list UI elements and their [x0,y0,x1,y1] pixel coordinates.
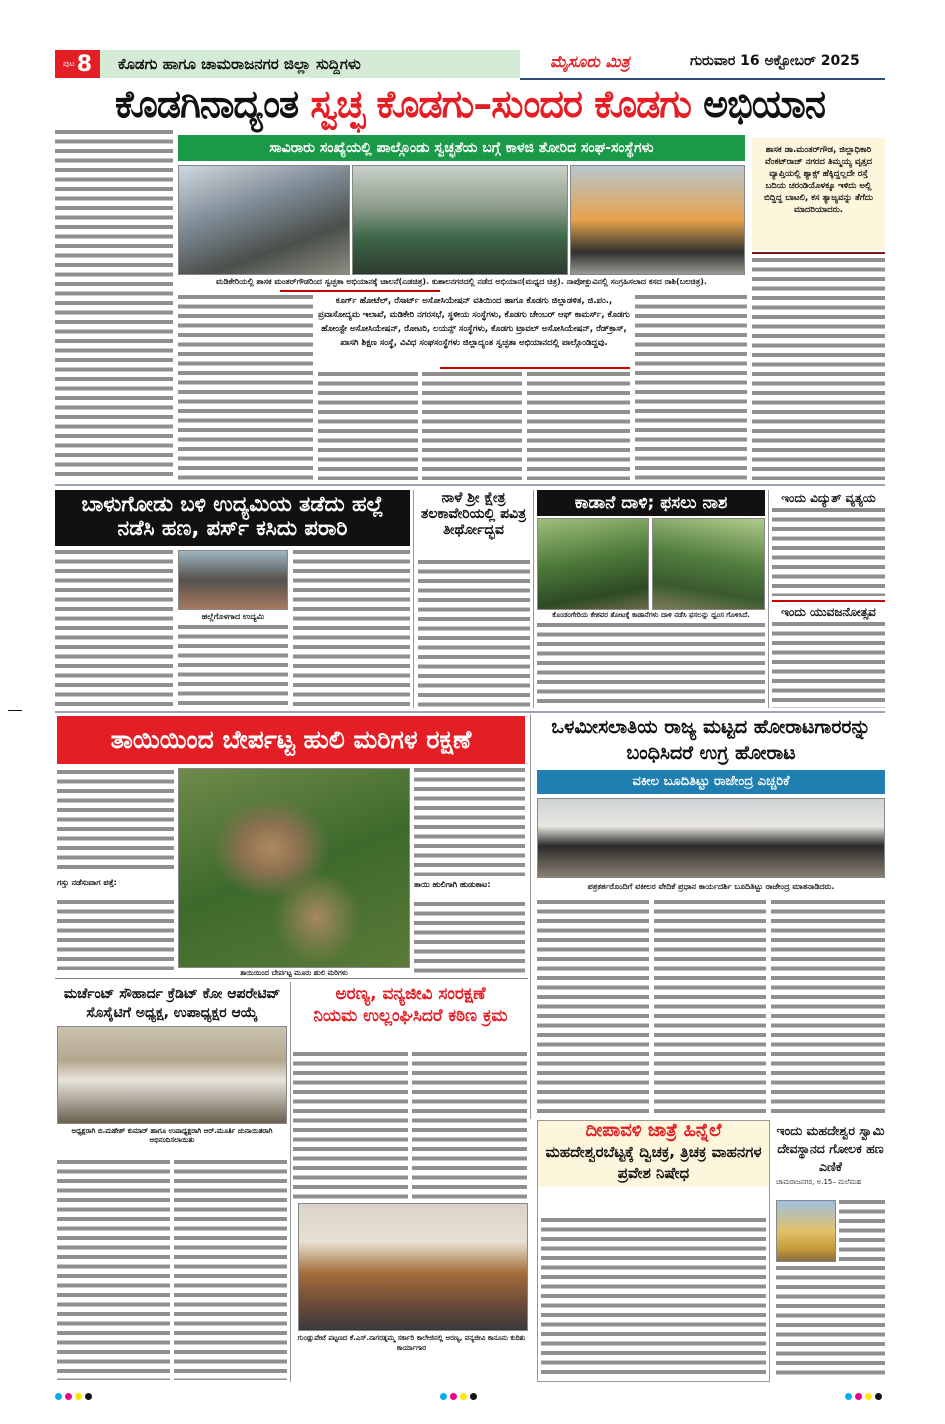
story6-body-2 [654,900,766,1118]
story6-body-1 [537,900,649,1118]
registration-marks-left [55,1385,95,1404]
story6-headline: ಒಳಮೀಸಲಾತಿಯ ರಾಜ್ಯ ಮಟ್ಟದ ಹೋರಾಟಗಾರರನ್ನು ಬಂಧಿಸಿದರೆ ಉಗ್ರ ಹೋರಾಟ [551,716,871,764]
story10-body-2 [776,1266,885,1380]
story8-headlines [293,985,528,1026]
story6-caption: ಪತ್ರಕರ್ತರೊಂದಿಗೆ ವಕೀಲರ ವೇದಿಕೆ ಪ್ರಧಾನ ಕಾರ್ಯದರ್ಶಿ ಬೂದಿತಿಟ್ಟು ರಾಜೇಂದ್ರ ಮಾತನಾಡಿದರು. [587,882,835,891]
story4-headline: ಕಾಡಾನೆ ದಾಳಿ; ಫಸಲು ನಾಶ [537,490,765,516]
lead-body-col5 [422,372,522,480]
photo-tiger-cubs [178,768,410,968]
sidebox-rule [752,252,885,254]
brief-youth-fest-body [772,622,885,708]
headline-part: ಕೊಡಗಿನಾದ್ಯಂತ [115,82,299,126]
page-number-badge [55,50,100,78]
lead-banner: ಸಾವಿರಾರು ಸಂಖ್ಯೆಯಲ್ಲಿ ಪಾಲ್ಗೊಂಡು ಸ್ವಚ್ಛತೆಯ ಬಗ್ಗೆ ಕಾಳಜಿ ತೋರಿದ ಸಂಘ-ಸಂಸ್ಥೆಗಳು [178,135,745,161]
story5-body-2 [414,768,525,876]
section-title: ಕೊಡಗು ಹಾಗೂ ಚಾಮರಾಜನಗರ ಜಿಲ್ಲಾ ಸುದ್ದಿಗಳು [100,50,520,78]
story2-body-2 [178,625,288,708]
column-rule [290,982,291,1382]
story7-body-1 [57,1160,170,1380]
lead-body-col2 [178,295,313,480]
masthead: ಮೈಸೂರು ಮಿತ್ರ [550,52,630,71]
story6-subhead: ವಕೀಲ ಬೂದಿತಿಟ್ಟು ರಾಜೇಂದ್ರ ಎಚ್ಚರಿಕೆ [537,770,885,794]
headline-highlight: ಸ್ವಚ್ಛ ಕೊಡಗು–ಸುಂದರ ಕೊಡಗು [310,82,691,126]
story4-body [537,623,765,708]
story5-body-3 [414,902,525,974]
story7-body-2 [174,1160,287,1380]
lead-body-col6 [527,372,630,480]
lead-body-col4 [318,372,418,480]
photo-workshop [298,1203,528,1331]
column-rule [768,490,769,708]
column-rule [530,714,531,1119]
story5-subhead-found: ಗಸ್ತು ನಡೆಸುವಾಗ ಪತ್ತೆ: [57,878,174,888]
lead-body-col1 [55,130,173,480]
story2-body-1 [55,550,173,708]
photo-cleanup-kushalnagar [352,165,568,275]
photo-press-meet [537,798,885,878]
story9-headlines [538,1121,769,1187]
story7-block [57,985,287,1145]
story9-headline-black: ಮಹದೇಶ್ವರಬೆಟ್ಟಕ್ಕೆ ದ್ವಿಚಕ್ರ, ತ್ರಿಚಕ್ರ ವಾಹನಗಳ ಪ್ರವೇಶ ನಿಷೇಧ [545,1142,762,1182]
brief-power-cut-body [772,508,885,596]
story8-body-2 [412,1052,527,1200]
story6-body-3 [771,900,885,1118]
story10-headline: ಇಂದು ಮಹದೇಶ್ವರ ಸ್ವಾಮಿ ದೇವಸ್ಥಾನದ ಗೋಲಕ ಹಣ ಎಣಿಕೆ [776,1123,885,1174]
story10-dateline: ಚಾಮರಾಜನಗರ, ಅ.15– ಮಲೆಮಹ [776,1178,862,1186]
photo-elephant-damage-1 [537,518,649,610]
column-rule [413,490,414,708]
page-label: ಪುಟ [62,59,75,68]
lead-sidebox: ಶಾಸಕ ಡಾ.ಮಂತರ್‌ಗೌಡ, ಜಿಲ್ಲಾಧಿಕಾರಿ ವೆಂಕಟ್‌ರಾಜ್ ನಗರದ ತಿಮ್ಮಯ್ಯ ವೃತ್ತದ ವ್ಯಾಪ್ತಿಯಲ್ಲಿ ಶ್ಯಾಕ್ಸ್ ಹೆಕ್ಕಿದ್ದಲ್ಲದೇ ರಸ್ತೆ ಬದಿಯ ಚರಂಡಿಯೊಳಕ್ಕೂ ಇಳಿದು ಅಲ್ಲಿ ಬಿದ್ದಿದ್ದ ಬಾಟಲಿ, ಕಸ ತ್ಯಾಜ್ಯವನ್ನು ತೆಗೆದು ಮಾದರಿಯಾದರು. [752,138,885,250]
brief-youth-fest-title: ಇಂದು ಯುವಜನೋತ್ಸವ [781,605,876,619]
page-number: 8 [76,51,93,77]
brief-rule [772,600,885,602]
photo-temple [776,1200,836,1262]
lead-body-col3 [635,295,747,480]
photo-elephant-damage-2 [652,518,765,610]
story5-subhead-search: ತಾಯಿ ಹುಲಿಗಾಗಿ ಹುಡುಕಾಟ: [414,880,525,890]
lead-body-right [752,258,885,480]
photo-cleanup-madikeri [178,165,350,275]
section-divider [55,978,528,979]
story8-headline-1: ಅರಣ್ಯ, ವನ್ಯಜೀವಿ ಸಂರಕ್ಷಣೆ [335,984,486,1004]
lead-headline [55,82,885,127]
story10-body-1 [839,1200,885,1262]
story2-photo-caption: ಹಲ್ಲೆಗೊಳಗಾದ ಉದ್ಯಮಿ [201,612,265,621]
story2-body-3 [293,550,410,708]
story5-body-1b [57,900,174,970]
photo-garbage-napoklu [570,165,745,275]
story6-header [537,714,885,892]
header-rule [520,78,885,80]
lead-caption-rule [280,290,440,292]
registration-marks-center [440,1385,480,1404]
story9-headline-red: ದೀಪಾವಳಿ ಜಾತ್ರೆ ಹಿನ್ನೆಲೆ [585,1120,722,1141]
story3-headline: ನಾಳೆ ಶ್ರೀ ಕ್ಷೇತ್ರ ತಲಕಾವೇರಿಯಲ್ಲಿ ಪವಿತ್ರ ತೀರ್ಥೋದ್ಭವ [420,490,527,539]
story7-headline: ಮರ್ಚೆಂಟ್ ಸೌಹಾರ್ದ ಕ್ರೆಡಿಟ್ ಕೋ ಆಪರೇಟಿವ್ ಸೊಸೈಟಿಗೆ ಅಧ್ಯಕ್ಷ, ಉಪಾಧ್ಯಕ್ಷರ ಆಯ್ಕೆ [63,986,281,1021]
story10-header [776,1122,885,1187]
headline-part: ಅಭಿಯಾನ [703,82,825,126]
column-rule [533,490,534,708]
crop-mark [8,710,22,711]
story5-headline: ತಾಯಿಯಿಂದ ಬೇರ್ಪಟ್ಟ ಹುಲಿ ಮರಿಗಳ ರಕ್ಷಣೆ [57,716,525,764]
story3-body [418,560,530,708]
story7-caption: ಅಧ್ಯಕ್ಷರಾಗಿ ಬಿ.ಮಹೇಶ್ ಕುಮಾರ್ ಹಾಗೂ ಉಪಾಧ್ಯಕ್ಷರಾಗಿ ಆರ್.ಮೂರ್ತಿ ಚುನಾಯಿತರಾಗಿ ಅಭಿನಂದಿಸಲಾಯಿತು [71,1127,273,1144]
story2-headline: ಬಾಳುಗೋಡು ಬಳಿ ಉದ್ಯಮಿಯ ತಡೆದು ಹಲ್ಲೆ ನಡೆಸಿ ಹಣ, ಪರ್ಸ್ ಕಸಿದು ಪರಾರಿ [55,490,410,546]
story4-caption: ಕೊಂಡಂಗೇರಿಯ ಕೇಶವರ ತೋಟಕ್ಕೆ ಕಾಡಾನೆಗಳು ದಾಳಿ ನಡೆಸಿ ಫಸಲನ್ನು ಧ್ವಂಸ ಗೊಳಿಸಿದೆ. [552,611,750,619]
issue-date: ಗುರುವಾರ 16 ಅಕ್ಟೋಬರ್ 2025 [690,53,860,69]
lead-highlight-box: ಕೂರ್ಗ್ ಹೋಟೆಲ್, ರೆಸಾರ್ಟ್ ಅಸೋಸಿಯೇಷನ್ ವತಿಯಿಂದ ಹಾಗೂ ಕೊಡಗು ಜಿಲ್ಲಾಡಳಿತ, ಜಿ.ಪಂ., ಪ್ರವಾಸೋದ್ಯಮ ಇಲಾಖೆ, ಮಡಿಕೇರಿ ನಗರಸಭೆ, ಸ್ಥಳೀಯ ಸಂಸ್ಥೆಗಳು, ಕೊಡಗು ಚೇಂಬರ್ ಆಫ್ ಕಾಮರ್ಸ್, ಕೊಡಗು ಹೋಂಸ್ಟೇ ಅಸೋಸಿಯೇಷನ್, ರೋಟರಿ, ಲಯನ್ಸ್ ಸಂಸ್ಥೆಗಳು, ಕೊಡಗು ಟ್ರಾವಲ್ ಅಸೋಸಿಯೇಷನ್, ರೆಡ್‌ಕ್ರಾಸ್, ಖಾಸಗಿ ಶಿಕ್ಷಣ ಸಂಸ್ಥೆ, ವಿವಿಧ ಸಂಘಸಂಸ್ಥೆಗಳು ಜಿಲ್ಲಾದ್ಯಂತ ಸ್ವಚ್ಛತಾ ಅಭಿಯಾನದಲ್ಲಿ ಪಾಲ್ಗೊಂಡಿದ್ದವು. [318,296,630,348]
photo-victim [178,550,288,610]
section-divider [55,484,885,486]
story8-headline-2: ನಿಯಮ ಉಲ್ಲಂಘಿಸಿದರೆ ಕಠಿಣ ಕ್ರಮ [313,1005,508,1026]
registration-marks-right [845,1385,885,1404]
story8-caption: ಗುಂಡ್ಲುಪೇಟೆ ಪಟ್ಟಣದ ಕೆ.ಎಸ್.ನಾಗರತ್ನಮ್ಮ ಸರ್ಕಾರಿ ಕಾಲೇಜಿನಲ್ಲಿ ಅರಣ್ಯ, ವನ್ಯಜೀವಿ ಕಾನೂನು ಕುರಿತು ಕಾರ್ಯಾಗಾರ [297,1334,526,1352]
photo-society-members [57,1026,287,1124]
story5-caption: ತಾಯಿಯಿಂದ ಬೇರ್ಪಟ್ಟ ಮೂರು ಹುಲಿ ಮರಿಗಳು [240,969,348,977]
story8-body-1 [293,1052,408,1200]
lead-photo-caption: ಮಡಿಕೇರಿಯಲ್ಲಿ ಶಾಸಕ ಮಂತರ್‌ಗೌಡರಿಂದ ಸ್ವಚ್ಛತಾ ಅಭಿಯಾನಕ್ಕೆ ಚಾಲನೆ(ಎಡಚಿತ್ರ). ಕುಶಾಲನಗರದಲ್ಲಿ ನಡೆದ ಅಭಿಯಾನ(ಮಧ್ಯದ ಚಿತ್ರ). ನಾಪೋಕ್ಲುವಿನಲ್ಲಿ ಸಂಗ್ರಹಿಸಲಾದ ಕಸದ ರಾಶಿ(ಬಲಚಿತ್ರ). [216,277,707,286]
story9-body [541,1218,766,1378]
brief-power-cut-title: ಇಂದು ವಿದ್ಯುತ್ ವ್ಯತ್ಯಯ [781,491,876,505]
highlight-rule [440,367,630,369]
section-divider [55,711,885,713]
story5-body-1 [57,770,174,874]
